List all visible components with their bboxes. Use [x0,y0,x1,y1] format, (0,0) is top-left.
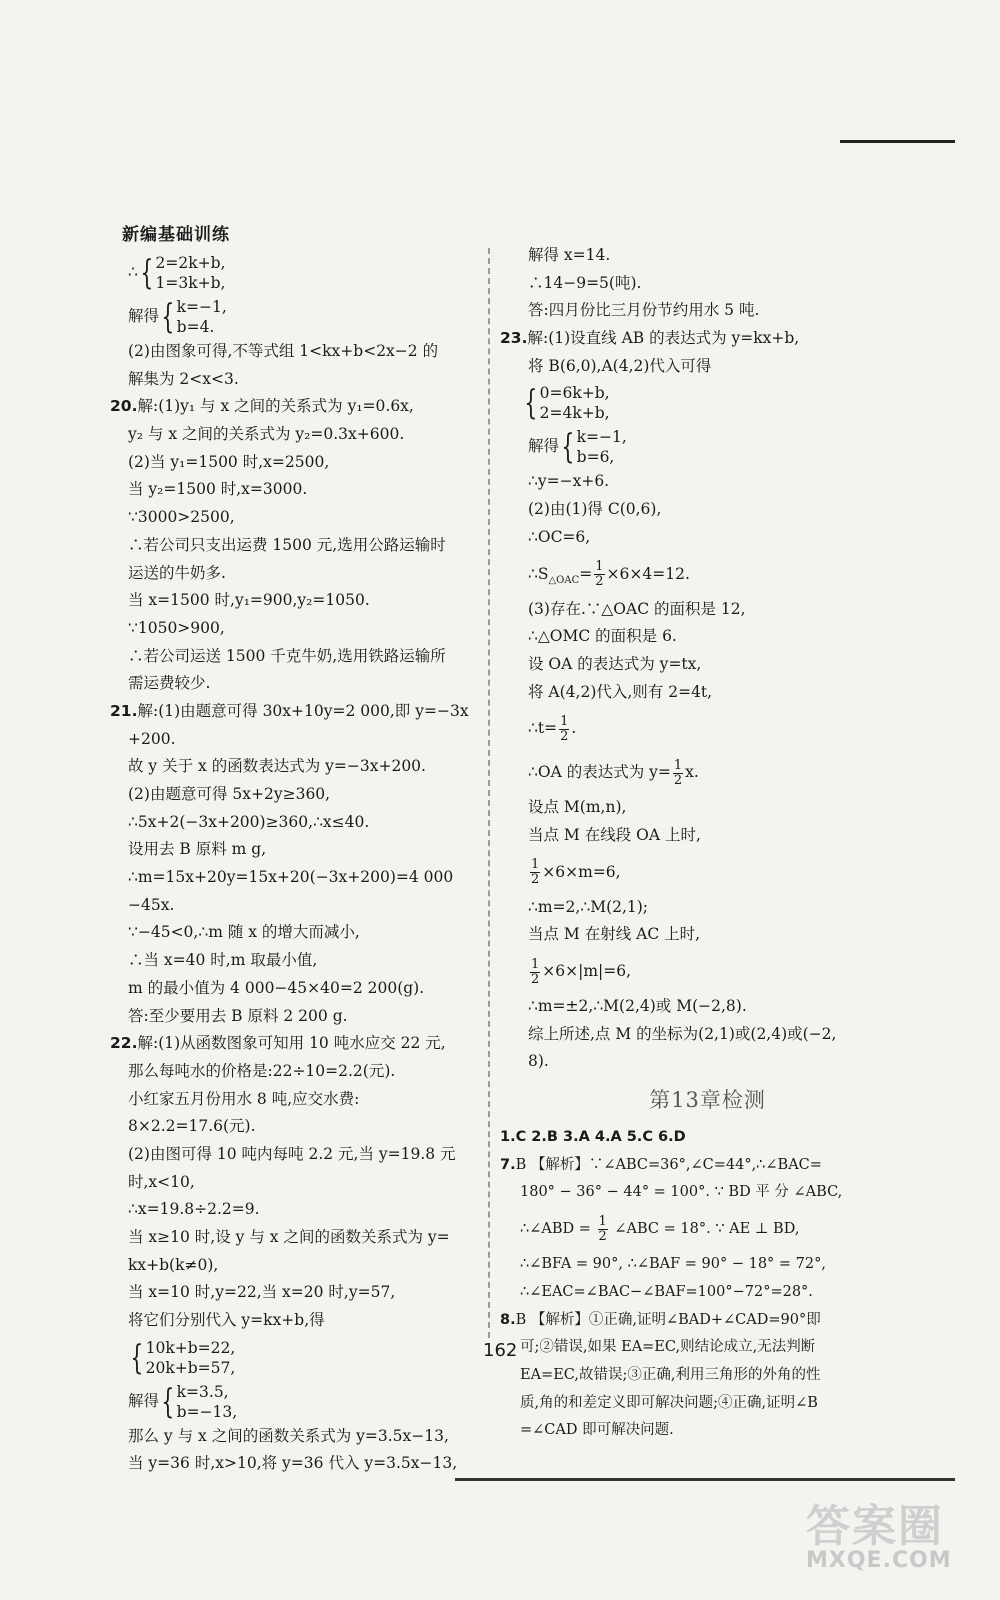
text-line: ∴m=2,∴M(2,1); [528,897,649,916]
formula-text: ∠ABC = 18°. ∵ AE ⊥ BD, [614,1221,800,1238]
system-lines [177,297,227,337]
solution-system [128,1379,478,1423]
answer-text: 解:(1)从函数图象可知用 10 吨水应交 22 元, [137,1034,446,1053]
text-line: 运送的牛奶多. [128,563,226,582]
answer-text: B 【解析】∵∠ABC=36°,∠C=44°,∴∠BAC= [515,1156,822,1173]
fraction-denominator: 2 [595,574,604,589]
text-line: ∴∠EAC=∠BAC−∠BAF=100°−72°=28°. [520,1283,813,1300]
text-line: 解集为 2<x<3. [128,369,239,388]
text-line: 时,x<10, [128,1172,195,1191]
subscript: △OAC [548,574,580,586]
text-line: 设用去 B 原料 m g, [128,840,267,859]
text-line: 答:至少要用去 B 原料 2 200 g. [128,1006,348,1025]
text-line: 综上所述,点 M 的坐标为(2,1)或(2,4)或(−2, [528,1024,837,1043]
t-value-line [528,706,915,750]
top-rule [840,140,955,143]
text-line: 当 y₂=1500 时,x=3000. [128,480,308,499]
text-line: 8). [528,1052,549,1071]
system-line: k=3.5, [176,1382,229,1401]
answer-row: 1.C 2.B 3.A 4.A 5.C 6.D [500,1129,686,1146]
watermark-logo [800,1490,980,1590]
text-line: 当点 M 在射线 AC 上时, [528,925,701,944]
system-lines [577,427,627,467]
brace: { [561,427,575,468]
text-line: (2)由图象可得,不等式组 1<kx+b<2x−2 的 [128,342,439,360]
text-line: 将 A(4,2)代入,则有 2=4t, [528,682,713,701]
solve-label: 解得 [528,437,560,456]
text-line: 当 x=10 时,y=22,当 x=20 时,y=57, [128,1283,396,1302]
text-line: 那么 y 与 x 之间的函数关系式为 y=3.5x−13, [128,1426,449,1445]
solution-system [128,294,478,338]
text-line: y₂ 与 x 之间的关系式为 y₂=0.3x+600. [128,425,405,444]
question-20 [110,393,478,698]
question-21 [110,698,478,1030]
fraction [673,759,683,788]
system-lines [146,1338,236,1378]
brace: { [161,297,175,337]
system-line: 2=4k+b, [539,404,610,423]
question-22 [110,1030,478,1478]
brace: { [161,1381,175,1422]
left-column [110,250,478,1478]
system-lines [540,383,610,423]
fraction [559,715,569,744]
chapter-title: 第13章检测 [649,1088,766,1113]
equation-system [522,380,915,424]
fraction-numerator: 1 [531,956,540,972]
therefore-symbol: ∴ [128,263,138,281]
column-divider [488,248,490,1338]
chapter-answers [500,1124,915,1445]
system-lines [156,253,226,293]
text-line: 解得 x=14. [528,246,611,264]
text-line: m 的最小值为 4 000−45×40=2 200(g). [128,978,425,997]
brace: { [524,383,538,424]
watermark-url: MXQE.COM [806,1548,952,1573]
system-lines [177,1382,238,1422]
text-line: ∴当 x=40 时,m 取最小值, [128,951,318,970]
text-line: ∴OC=6, [528,527,591,546]
text-line: 设 OA 的表达式为 y=tx, [528,654,702,673]
brace: { [140,253,154,293]
text-line: 当 y=36 时,x>10,将 y=36 代入 y=3.5x−13, [128,1454,458,1473]
answer-text: 解:(1)设直线 AB 的表达式为 y=kx+b, [527,329,800,348]
fraction-numerator: 1 [531,857,540,873]
area-equation [528,850,915,894]
oa-expression-line [528,750,915,794]
running-header: 新编基础训练 [122,225,230,245]
system-line: 0=6k+b, [539,384,610,403]
text-line [110,393,478,421]
text-line: 故 y 关于 x 的函数表达式为 y=−3x+200. [128,757,426,776]
text-line: ∴m=±2,∴M(2,4)或 M(−2,8). [528,997,747,1015]
system-line: 10k+b=22, [145,1338,236,1357]
text-line: ∴若公司只支出运费 1500 元,选用公路运输时 [128,535,446,554]
fraction-denominator: 2 [531,872,540,888]
right-column [500,242,915,1445]
text-line [500,325,915,353]
watermark-text: 答案圈 [806,1501,944,1552]
text-line: ∴14−9=5(吨). [528,273,642,292]
formula-text: . [571,719,577,738]
text-line: kx+b(k≠0), [128,1255,219,1274]
fraction [598,1215,608,1244]
fraction-numerator: 1 [595,559,604,574]
text-line: ∴m=15x+20y=15x+20(−3x+200)=4 000 [128,868,454,887]
system-line: k=−1, [576,428,627,447]
text-line: 当 x≥10 时,设 y 与 x 之间的函数关系式为 y= [128,1228,450,1246]
text-line: +200. [128,729,176,748]
text-line: ∴△OMC 的面积是 6. [528,627,677,646]
text-line [500,1152,915,1180]
bottom-rule [455,1478,955,1481]
fraction-numerator: 1 [598,1213,607,1229]
brace: { [130,1337,144,1378]
formula-text: x. [685,763,699,782]
text-line: ∴若公司运送 1500 千克牛奶,选用铁路运输所 [128,646,446,665]
fraction-numerator: 1 [560,713,569,729]
text-line: ∴∠BFA = 90°, ∴∠BAF = 90° − 18° = 72°, [520,1256,826,1273]
fraction-numerator: 1 [673,757,683,773]
text-line: (3)存在.∵△OAC 的面积是 12, [528,599,746,618]
system-line: 1=3k+b, [155,274,226,292]
solve-label: 解得 [128,1391,160,1410]
text-line: EA=EC,故错误;③正确,利用三角形的外角的性 [520,1366,821,1383]
formula-text: ×6×4=12. [606,564,690,583]
text-line: ∴5x+2(−3x+200)≥360,∴x≤40. [128,812,370,831]
text-line: 当 x=1500 时,y₁=900,y₂=1050. [128,591,370,610]
formula-text: = [579,564,593,583]
text-line [500,1307,915,1335]
answer-text: 解:(1)y₁ 与 x 之间的关系式为 y₁=0.6x, [137,397,414,416]
text-line [110,698,478,726]
text-line: 需运费较少. [128,674,211,693]
equation-system [128,250,478,294]
text-line: 8×2.2=17.6(元). [128,1117,256,1136]
text-line: (2)由题意可得 5x+2y≥360, [128,785,331,803]
text-line: 将 B(6,0),A(4,2)代入可得 [528,356,712,375]
text-line: ∵−45<0,∴m 随 x 的增大而减小, [128,923,360,942]
system-line: 20k+b=57, [145,1358,236,1377]
answer-text: B 【解析】①正确,证明∠BAD+∠CAD=90°即 [515,1311,821,1328]
text-line: =∠CAD 即可解决问题. [520,1422,674,1439]
text-line: 将它们分别代入 y=kx+b,得 [128,1311,325,1330]
formula-text: ×6×m=6, [542,862,621,881]
question-number: 7. [500,1156,516,1173]
question-23 [500,325,915,1076]
formula-text: ∴OA 的表达式为 y= [528,763,671,782]
solve-label: 解得 [128,307,160,325]
formula-text: ∴∠ABD = [520,1221,591,1238]
system-line: 2=2k+b, [155,254,226,272]
fraction [530,958,540,987]
equation-system [128,1335,478,1379]
text-line [520,1207,915,1251]
question-number: 23. [500,329,528,348]
system-line: k=−1, [176,298,227,316]
text-line: 可;②错误,如果 EA=EC,则结论成立,无法判断 [520,1339,816,1356]
fraction-denominator: 2 [560,728,569,744]
question-number: 20. [110,397,138,416]
area-equation [528,949,915,993]
system-line: b=−13, [176,1402,238,1421]
text-line [110,1030,478,1058]
area-formula [528,552,915,596]
text-line: 答:四月份比三月份节约用水 5 吨. [528,301,760,320]
solution-system [528,424,915,468]
text-line: ∵1050>900, [128,618,225,637]
fraction-denominator: 2 [598,1228,607,1244]
text-line: ∴y=−x+6. [528,472,610,491]
text-line: ∴x=19.8÷2.2=9. [128,1200,260,1219]
text-line: ∵3000>2500, [128,508,235,527]
fraction-denominator: 2 [531,971,540,987]
text-line: 当点 M 在线段 OA 上时, [528,825,701,844]
page-number: 162 [483,1340,518,1361]
text-line: 180° − 36° − 44° = 100°. ∵ BD 平 分 ∠ABC, [520,1184,843,1201]
question-number: 21. [110,701,138,720]
text-line: (2)由(1)得 C(0,6), [528,500,662,519]
text-line: 质,角的和差定义即可解决问题;④正确,证明∠B [520,1394,818,1411]
fraction [594,560,604,589]
formula-text: ∴t= [528,719,558,738]
system-line: b=6, [576,448,615,467]
fraction [530,858,540,887]
question-number: 8. [500,1311,516,1328]
text-line: (2)由图可得 10 吨内每吨 2.2 元,当 y=19.8 元 [128,1144,456,1163]
formula-text: ×6×|m|=6, [542,962,632,980]
text-line: 小红家五月份用水 8 吨,应交水费: [128,1089,360,1108]
text-line: (2)当 y₁=1500 时,x=2500, [128,452,330,471]
formula-text: ∴S [528,564,549,583]
fraction-denominator: 2 [673,772,683,788]
text-line: 设点 M(m,n), [528,798,627,817]
question-number: 22. [110,1034,138,1053]
system-line: b=4. [176,318,215,336]
text-line: −45x. [128,895,175,914]
text-line: 那么每吨水的价格是:22÷10=2.2(元). [128,1061,396,1080]
answer-text: 解:(1)由题意可得 30x+10y=2 000,即 y=−3x [137,701,469,720]
